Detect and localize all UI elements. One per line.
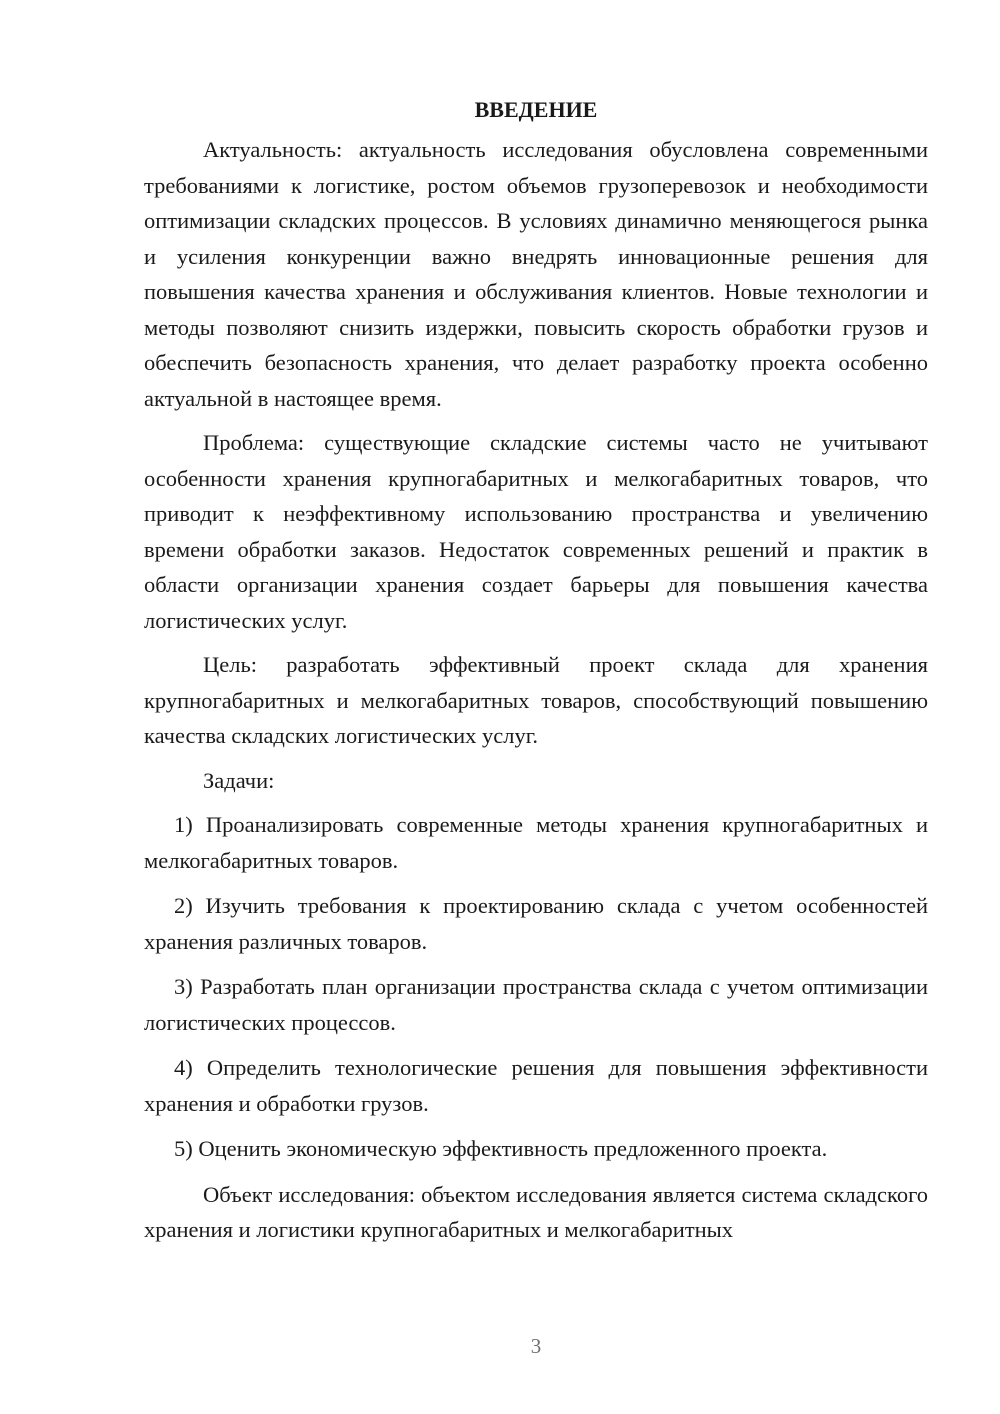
task-item: 4) Определить технологические решения для повышения эффективности хранения и обработки грузов. (144, 1055, 928, 1116)
object-paragraph: Объект исследования: объектом исследования является система складского хранения и логистики крупногабаритных и мелкогабаритных (144, 1181, 928, 1242)
goal-paragraph: Цель: разработать эффективный проект склада для хранения крупногабаритных и мелкогабаритных товаров, способствующий повышению качества складских логистических услуг. (144, 652, 928, 748)
task-item: 5) Оценить экономическую эффективность предложенного проекта. (174, 1136, 828, 1161)
document-page (144, 92, 928, 1257)
task-item: 2) Изучить требования к проектированию склада с учетом особенностей хранения различных товаров. (144, 893, 928, 954)
tasks-label: Задачи: (203, 767, 275, 793)
page-number: 3 (530, 1334, 542, 1358)
section-heading: ВВЕДЕНИЕ (474, 97, 598, 122)
problem-paragraph: Проблема: существующие складские системы часто не учитывают особенности хранения крупногабаритных и мелкогабаритных товаров, что приводит к неэффективному использованию пространства и увеличению времени обработки заказов. Недостаток современных решений и практик в области организации хранения создает барьеры для повышения качества логистических услуг. (144, 430, 928, 633)
task-item: 3) Разработать план организации пространства склада с учетом оптимизации логистических процессов. (144, 974, 928, 1035)
relevance-paragraph: Актуальность: актуальность исследования обусловлена современными требованиями к логистике, ростом объемов грузоперевозок и необходимости оптимизации складских процессов. В условиях динамично меняющегося рынка и усиления конкуренции важно внедрять инновационные решения для повышения качества хранения и обслуживания клиентов. Новые технологии и методы позволяют снизить издержки, повысить скорость обработки грузов и обеспечить безопасность хранения, что делает разработку проекта особенно актуальной в настоящее время. (144, 137, 928, 411)
task-item: 1) Проанализировать современные методы хранения крупногабаритных и мелкогабаритных товаров. (144, 812, 928, 873)
